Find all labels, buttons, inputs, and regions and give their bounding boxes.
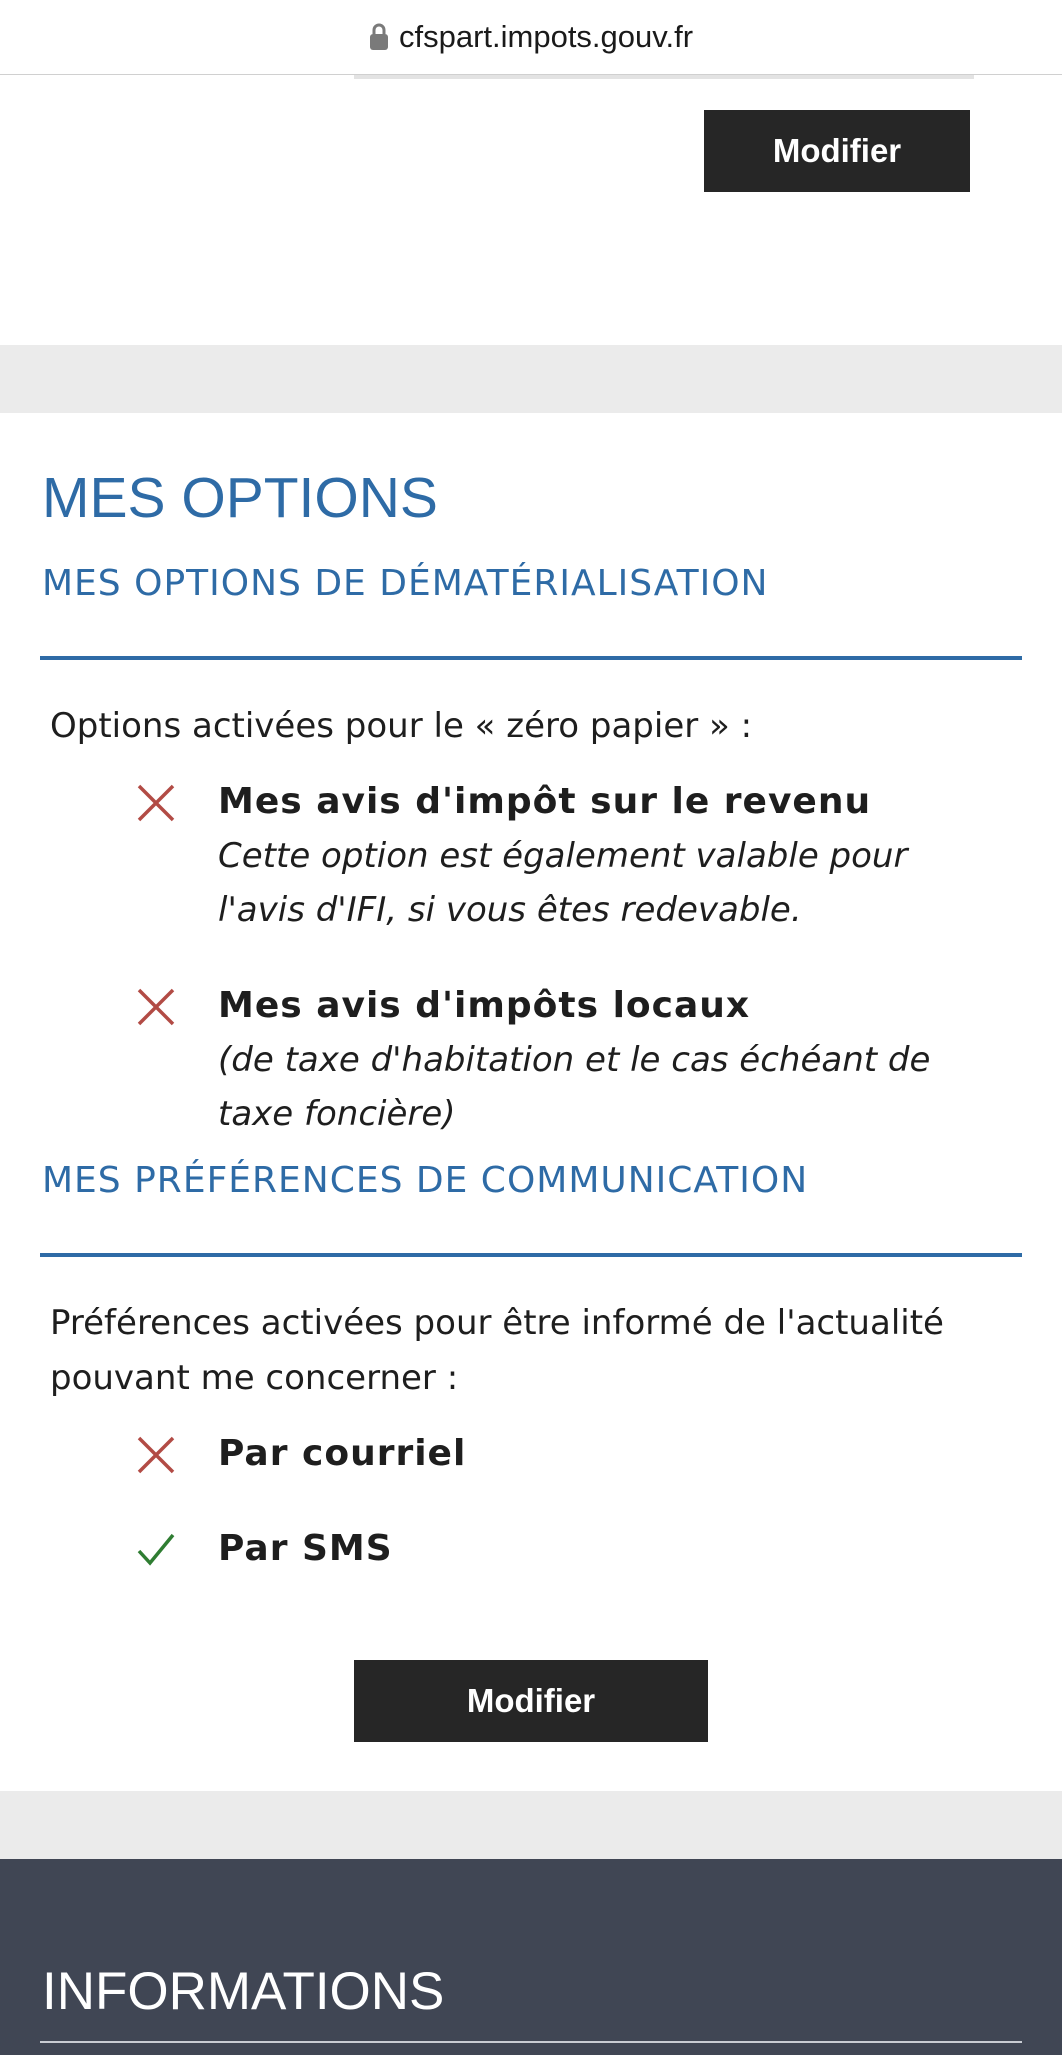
cross-icon (136, 1435, 176, 1475)
communication-heading: MES PRÉFÉRENCES DE COMMUNICATION (42, 1160, 809, 1201)
section-separator (0, 345, 1062, 413)
options-section (0, 413, 1062, 1791)
option-title-income-tax: Mes avis d'impôt sur le revenu (218, 781, 872, 822)
heading-underline (40, 1253, 1022, 1257)
divider (40, 2041, 1022, 2043)
option-title-local-tax: Mes avis d'impôts locaux (218, 985, 751, 1026)
preference-email: Par courriel (218, 1433, 467, 1474)
check-icon (136, 1530, 176, 1570)
account-section-end (0, 75, 1062, 345)
modify-button-options[interactable]: Modifier (354, 1660, 708, 1742)
modify-button-top[interactable]: Modifier (704, 110, 970, 192)
informations-section (0, 1859, 1062, 2055)
cross-icon (136, 987, 176, 1027)
option-desc-income-tax: Cette option est également valable pour l'avis d'IFI, si vous êtes redevable. (218, 836, 908, 930)
demat-intro: Options activées pour le « zéro papier » : (50, 706, 753, 746)
communication-intro: Préférences activées pour être informé de l'actualité pouvant me concerner : (50, 1303, 944, 1398)
preference-sms: Par SMS (218, 1528, 393, 1569)
browser-url-bar[interactable] (0, 0, 1062, 75)
heading-underline (40, 656, 1022, 660)
demat-heading: MES OPTIONS DE DÉMATÉRIALISATION (42, 563, 769, 604)
section-separator (0, 1791, 1062, 1859)
url-text: cfspart.impots.gouv.fr (398, 19, 694, 54)
cross-icon (136, 783, 176, 823)
page-title: MES OPTIONS (42, 466, 438, 530)
option-desc-local-tax: (de taxe d'habitation et le cas échéant de taxe foncière) (218, 1040, 931, 1134)
divider (354, 75, 974, 79)
informations-title: INFORMATIONS (42, 1962, 445, 2021)
lock-icon (369, 22, 389, 52)
